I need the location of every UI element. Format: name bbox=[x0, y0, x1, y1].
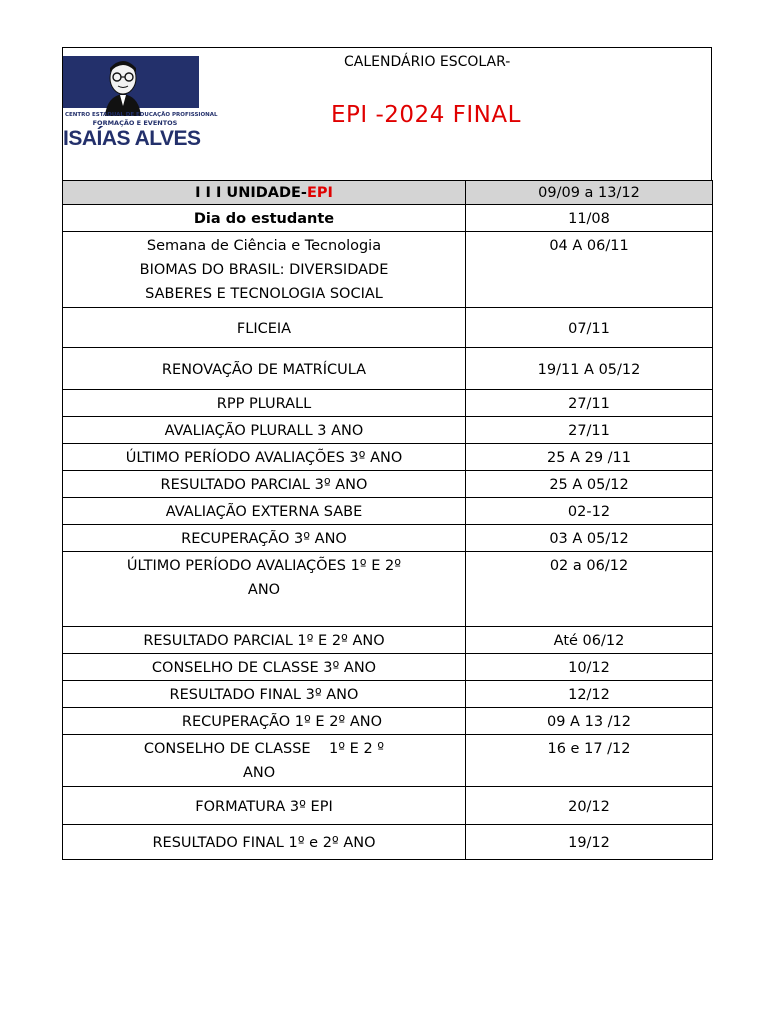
event-label: Dia do estudante bbox=[63, 205, 466, 232]
event-label bbox=[63, 232, 466, 308]
event-label: AVALIAÇÃO EXTERNA SABE bbox=[63, 498, 466, 525]
event-date: 11/08 bbox=[466, 205, 713, 232]
event-label-line: ANO bbox=[247, 582, 281, 598]
event-label-line: Semana de Ciência e Tecnologia bbox=[146, 238, 382, 254]
table-row bbox=[63, 681, 713, 708]
event-date: 07/11 bbox=[466, 308, 713, 348]
logo-text-line2: FORMAÇÃO E EVENTOS bbox=[92, 119, 178, 127]
event-label: RESULTADO FINAL 3º ANO bbox=[63, 681, 466, 708]
table-row bbox=[63, 390, 713, 417]
document-subtitle: EPI -2024 FINAL bbox=[331, 102, 521, 128]
unit-label-prefix: I I I UNIDADE- bbox=[195, 185, 307, 201]
event-label: RENOVAÇÃO DE MATRÍCULA bbox=[63, 348, 466, 390]
table-row bbox=[63, 627, 713, 654]
table-row bbox=[63, 787, 713, 825]
table-row bbox=[63, 825, 713, 860]
document-header bbox=[62, 47, 712, 180]
event-label: FORMATURA 3º EPI bbox=[63, 787, 466, 825]
event-date: 25 A 29 /11 bbox=[466, 444, 713, 471]
event-date: 02 a 06/12 bbox=[466, 552, 713, 627]
event-label-line: SABERES E TECNOLOGIA SOCIAL bbox=[145, 286, 383, 302]
table-row bbox=[63, 348, 713, 390]
document-title: CALENDÁRIO ESCOLAR- bbox=[344, 54, 511, 70]
event-date: 12/12 bbox=[466, 681, 713, 708]
event-label: RPP PLURALL bbox=[63, 390, 466, 417]
event-date: 03 A 05/12 bbox=[466, 525, 713, 552]
event-date: 27/11 bbox=[466, 417, 713, 444]
event-label: ÚLTIMO PERÍODO AVALIAÇÕES 3º ANO bbox=[63, 444, 466, 471]
table-row bbox=[63, 708, 713, 735]
event-label-line: ÚLTIMO PERÍODO AVALIAÇÕES 1º E 2º bbox=[126, 558, 402, 574]
table-row bbox=[63, 444, 713, 471]
table-row bbox=[63, 654, 713, 681]
school-logo bbox=[63, 56, 218, 161]
calendar-sheet bbox=[62, 47, 712, 860]
logo-school-name: ISAÍAS ALVES bbox=[63, 127, 201, 150]
event-date: 19/11 A 05/12 bbox=[466, 348, 713, 390]
event-date: 09 A 13 /12 bbox=[466, 708, 713, 735]
event-label: AVALIAÇÃO PLURALL 3 ANO bbox=[63, 417, 466, 444]
calendar-table bbox=[62, 180, 713, 860]
table-header-row bbox=[63, 181, 713, 205]
event-date: 02-12 bbox=[466, 498, 713, 525]
table-row bbox=[63, 525, 713, 552]
unit-date-cell: 09/09 a 13/12 bbox=[466, 181, 713, 205]
event-label bbox=[63, 735, 466, 787]
unit-label-cell bbox=[63, 181, 466, 205]
logo-text-line1: CENTRO ESTADUAL DE EDUCAÇÃO PROFISSIONAL bbox=[65, 112, 218, 118]
table-row bbox=[63, 735, 713, 787]
event-date: 25 A 05/12 bbox=[466, 471, 713, 498]
event-label-line: BIOMAS DO BRASIL: DIVERSIDADE bbox=[139, 262, 389, 278]
event-label-line: CONSELHO DE CLASSE 1º E 2 º bbox=[143, 741, 385, 757]
event-label: RESULTADO FINAL 1º e 2º ANO bbox=[63, 825, 466, 860]
table-row bbox=[63, 308, 713, 348]
table-row bbox=[63, 552, 713, 627]
event-label: RESULTADO PARCIAL 3º ANO bbox=[63, 471, 466, 498]
event-date: Até 06/12 bbox=[466, 627, 713, 654]
event-date: 16 e 17 /12 bbox=[466, 735, 713, 787]
unit-label-highlight: EPI bbox=[306, 185, 333, 201]
table-row bbox=[63, 417, 713, 444]
portrait-icon bbox=[103, 58, 143, 116]
table-row bbox=[63, 471, 713, 498]
event-date: 27/11 bbox=[466, 390, 713, 417]
event-label: RESULTADO PARCIAL 1º E 2º ANO bbox=[63, 627, 466, 654]
event-label: FLICEIA bbox=[63, 308, 466, 348]
event-label: RECUPERAÇÃO 1º E 2º ANO bbox=[63, 708, 466, 735]
table-row bbox=[63, 232, 713, 308]
event-label bbox=[63, 552, 466, 627]
event-label-line: ANO bbox=[243, 765, 276, 781]
event-date: 19/12 bbox=[466, 825, 713, 860]
event-date: 04 A 06/11 bbox=[466, 232, 713, 308]
table-row bbox=[63, 498, 713, 525]
event-date: 20/12 bbox=[466, 787, 713, 825]
table-row bbox=[63, 205, 713, 232]
event-date: 10/12 bbox=[466, 654, 713, 681]
event-label: CONSELHO DE CLASSE 3º ANO bbox=[63, 654, 466, 681]
event-label: RECUPERAÇÃO 3º ANO bbox=[63, 525, 466, 552]
